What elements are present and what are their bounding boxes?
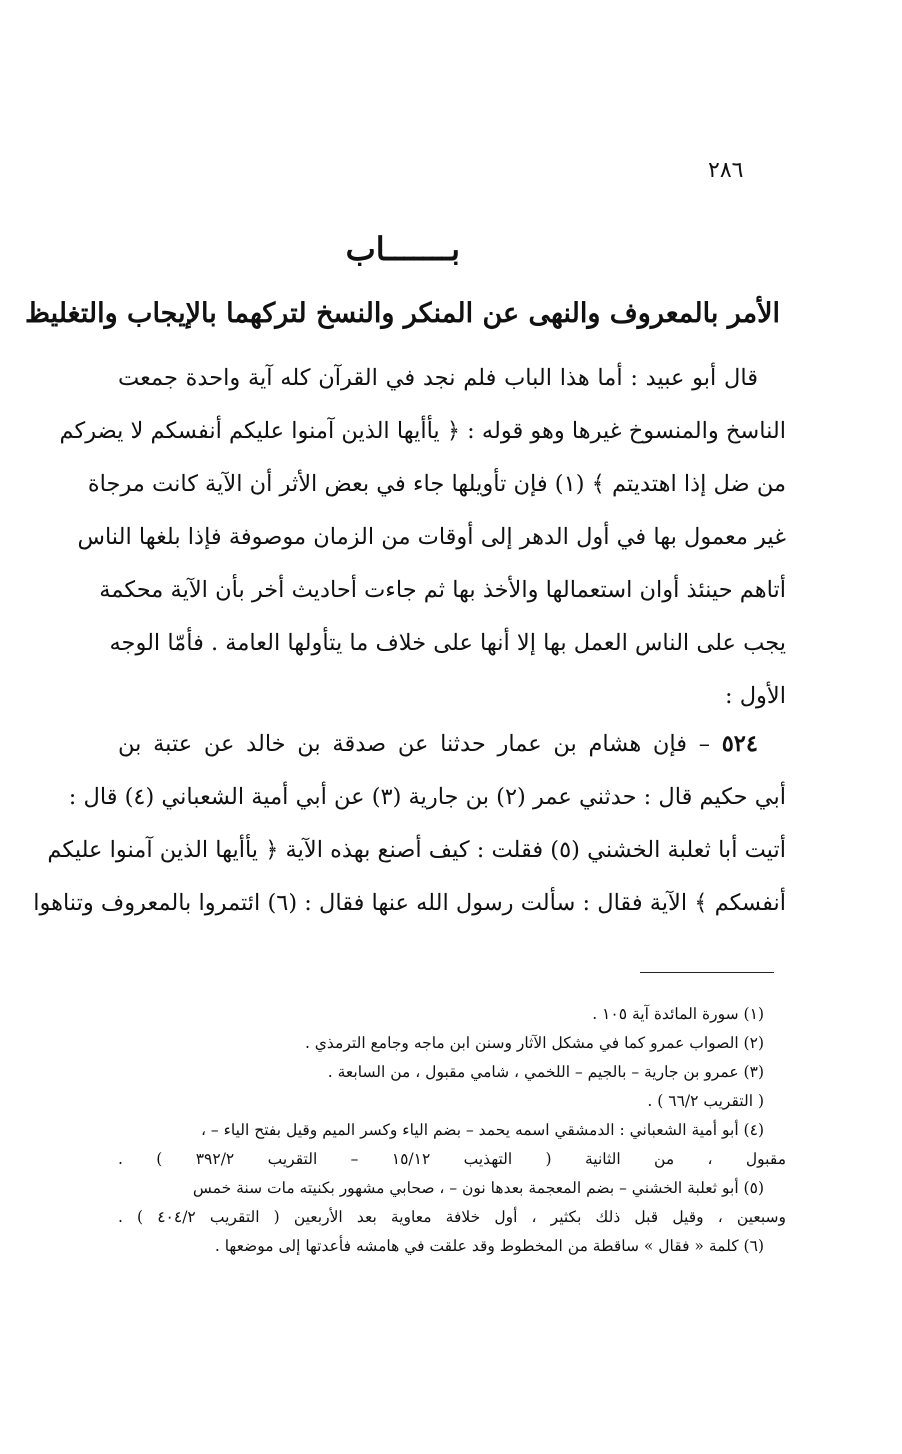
text-line: يجب على الناس العمل بها إلا أنها على خلاف ما يتأولها العامة . فأمّا الوجه xyxy=(109,630,786,656)
text-line: أتيت أبا ثعلبة الخشني (٥) فقلت : كيف أصنع بهذه الآية ﴿ يأأيها الذين آمنوا عليكم xyxy=(47,837,786,863)
paragraph-2 xyxy=(33,718,786,930)
text-line: الأول : xyxy=(724,683,786,709)
footnote-continuation: وسبعين ، وقيل قبل ذلك بكثير ، أول خلافة معاوية بعد الأربعين ( التقريب ٤٠٤/٢ ) . xyxy=(118,1208,786,1226)
text-line: غير معمول بها في أول الدهر إلى أوقات من الزمان موصوفة فإذا بلغها الناس xyxy=(77,524,786,550)
footnote-continuation: مقبول ، من الثانية ( التهذيب ١٥/١٢ – التقريب ٣٩٢/٢ ) . xyxy=(118,1150,786,1168)
footnote: (٣) عمرو بن جارية – بالجيم – اللخمي ، شامي مقبول ، من السابعة . xyxy=(327,1063,764,1081)
text-line: أنفسكم ﴾ الآية فقال : سألت رسول الله عنها فقال : (٦) ائتمروا بالمعروف وتناهوا xyxy=(33,890,786,916)
hadith-number: ٥٢٤ xyxy=(721,731,758,757)
footnote: (١) سورة المائدة آية ١٠٥ . xyxy=(592,1005,764,1023)
hadith-first-line xyxy=(118,718,786,771)
text-line: قال أبو عبيد : أما هذا الباب فلم نجد في القرآن كله آية واحدة جمعت xyxy=(118,365,758,391)
footnote: (٢) الصواب عمرو كما في مشكل الآثار وسنن ابن ماجه وجامع الترمذي . xyxy=(304,1034,764,1052)
section-heading: بـــــــاب xyxy=(345,230,460,268)
hadith-first-line-text: – فإن هشام بن عمار حدثنا عن صدقة بن خالد عن عتبة بن xyxy=(118,731,710,757)
paragraph-1 xyxy=(59,352,786,723)
text-line: أتاهم حينئذ أوان استعمالها والأخذ بها ثم جاءت أحاديث أخر بأن الآية محكمة xyxy=(99,577,786,603)
text-line: من ضل إذا اهتديتم ﴾ (١) فإن تأويلها جاء في بعض الأثر أن الآية كانت مرجاة xyxy=(87,471,786,497)
text-line: أبي حكيم قال : حدثني عمر (٢) بن جارية (٣) عن أبي أمية الشعباني (٤) قال : xyxy=(68,784,786,810)
footnote: (٦) كلمة « فقال » ساقطة من المخطوط وقد علقت في هامشه فأعدتها إلى موضعها . xyxy=(214,1237,764,1255)
footnote-separator xyxy=(640,972,774,973)
page-number: ٢٨٦ xyxy=(708,158,744,183)
footnote-continuation: ( التقريب ٦٦/٢ ) . xyxy=(647,1092,764,1110)
text-line: الناسخ والمنسوخ غيرها وهو قوله : ﴿ يأأيها الذين آمنوا عليكم أنفسكم لا يضركم xyxy=(59,418,786,444)
footnotes xyxy=(118,1000,786,1261)
footnote: (٤) أبو أمية الشعباني : الدمشقي اسمه يحمد – بضم الياء وكسر الميم وقيل بفتح الياء – ، xyxy=(200,1121,764,1139)
footnote: (٥) أبو ثعلبة الخشني – بضم المعجمة بعدها نون – ، صحابي مشهور بكنيته مات سنة خمس xyxy=(192,1179,764,1197)
chapter-title: الأمر بالمعروف والنهى عن المنكر والنسخ لتركهما بالإيجاب والتغليظ xyxy=(24,298,780,329)
